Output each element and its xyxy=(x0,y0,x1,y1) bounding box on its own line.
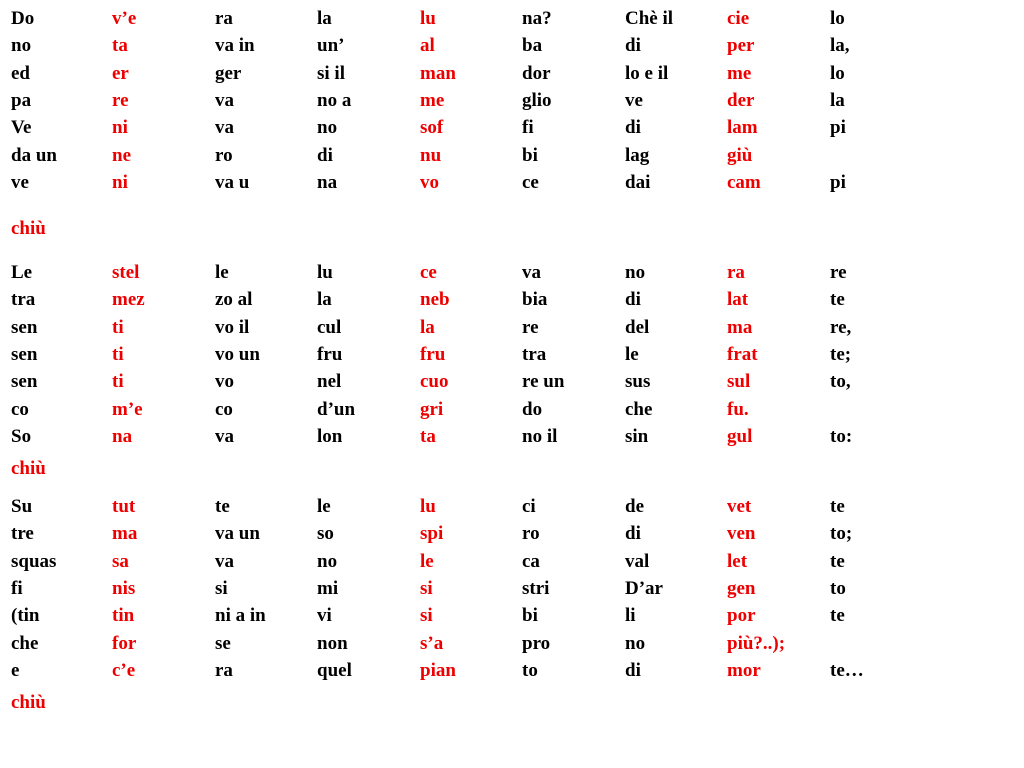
verse-row xyxy=(0,660,1024,687)
syllable: tra xyxy=(11,289,36,310)
syllable: sof xyxy=(420,117,444,138)
syllable: ro xyxy=(522,523,540,544)
syllable: lo e il xyxy=(625,63,669,84)
syllable: ro xyxy=(215,145,233,166)
syllable: ni xyxy=(112,172,128,193)
verse-row xyxy=(0,633,1024,660)
syllable: por xyxy=(727,605,756,626)
syllable: co xyxy=(215,399,233,420)
syllable: let xyxy=(727,551,748,572)
syllable: di xyxy=(625,660,641,681)
syllable: ra xyxy=(215,660,233,681)
syllable: va in xyxy=(215,35,255,56)
syllable: Ve xyxy=(11,117,32,138)
syllable: lu xyxy=(420,8,436,29)
syllable: frat xyxy=(727,344,758,365)
syllable: va u xyxy=(215,172,250,193)
syllable: ni a in xyxy=(215,605,266,626)
stanza-refrain: chiù xyxy=(11,218,46,239)
syllable: va xyxy=(215,90,234,111)
syllable: tut xyxy=(112,496,136,517)
syllable: cam xyxy=(727,172,761,193)
syllable: So xyxy=(11,426,32,447)
syllable: ca xyxy=(522,551,540,572)
syllable: sa xyxy=(112,551,129,572)
verse-row xyxy=(0,578,1024,605)
stanza-refrain: chiù xyxy=(11,458,46,479)
syllable: nel xyxy=(317,371,342,392)
syllable: le xyxy=(317,496,331,517)
syllable: sen xyxy=(11,344,38,365)
syllable: sin xyxy=(625,426,649,447)
syllable: si xyxy=(215,578,228,599)
syllable: to: xyxy=(830,426,853,447)
syllable: lam xyxy=(727,117,758,138)
syllable: no xyxy=(625,262,646,283)
syllable: te xyxy=(830,496,845,517)
syllable: vo xyxy=(420,172,439,193)
syllable: no il xyxy=(522,426,558,447)
syllable: le xyxy=(625,344,639,365)
syllable: al xyxy=(420,35,435,56)
syllable: sul xyxy=(727,371,751,392)
verse-row xyxy=(0,523,1024,550)
syllable: va xyxy=(215,551,234,572)
syllable: no xyxy=(317,117,338,138)
syllable: mez xyxy=(112,289,145,310)
verse-row xyxy=(0,90,1024,117)
syllable: di xyxy=(317,145,333,166)
syllable: vi xyxy=(317,605,332,626)
syllable: te xyxy=(830,605,845,626)
verse-row xyxy=(0,145,1024,172)
syllable: stel xyxy=(112,262,140,283)
syllable: to xyxy=(522,660,538,681)
verse-row xyxy=(0,399,1024,426)
syllable: va xyxy=(522,262,541,283)
syllable: la xyxy=(420,317,435,338)
syllable: neb xyxy=(420,289,450,310)
syllable: lat xyxy=(727,289,749,310)
syllable: lo xyxy=(830,63,845,84)
syllable: dai xyxy=(625,172,651,193)
syllable: ti xyxy=(112,317,124,338)
syllable: gri xyxy=(420,399,444,420)
syllable: da un xyxy=(11,145,57,166)
syllable: del xyxy=(625,317,650,338)
syllable: di xyxy=(625,35,641,56)
syllable: va xyxy=(215,117,234,138)
syllable: de xyxy=(625,496,644,517)
syllable: sus xyxy=(625,371,651,392)
syllable: v’e xyxy=(112,8,137,29)
syllable: più?..); xyxy=(727,633,786,654)
syllable: ti xyxy=(112,344,124,365)
syllable: der xyxy=(727,90,755,111)
syllable: fru xyxy=(420,344,446,365)
verse-row xyxy=(0,8,1024,35)
syllable: D’ar xyxy=(625,578,663,599)
syllable: re, xyxy=(830,317,852,338)
syllable: le xyxy=(420,551,434,572)
syllable: spi xyxy=(420,523,444,544)
syllable: la, xyxy=(830,35,850,56)
syllable: to xyxy=(830,578,846,599)
verse-row xyxy=(0,262,1024,289)
syllable: cie xyxy=(727,8,750,29)
verse-row xyxy=(0,35,1024,62)
syllable: squas xyxy=(11,551,57,572)
stanza-refrain: chiù xyxy=(11,692,46,713)
syllable: vo xyxy=(215,371,234,392)
syllable: s’a xyxy=(420,633,444,654)
syllable: for xyxy=(112,633,137,654)
syllable: bi xyxy=(522,605,538,626)
syllable: nis xyxy=(112,578,136,599)
syllable: m’e xyxy=(112,399,143,420)
syllable: sen xyxy=(11,371,38,392)
syllable: Su xyxy=(11,496,33,517)
syllable: cul xyxy=(317,317,342,338)
syllable: pian xyxy=(420,660,456,681)
syllable: vo un xyxy=(215,344,260,365)
syllable: tra xyxy=(522,344,547,365)
syllable: cuo xyxy=(420,371,449,392)
syllable: ger xyxy=(215,63,242,84)
syllable: re xyxy=(522,317,539,338)
syllable: zo al xyxy=(215,289,253,310)
syllable: va un xyxy=(215,523,260,544)
syllable: lu xyxy=(317,262,333,283)
syllable: le xyxy=(215,262,229,283)
syllable: to; xyxy=(830,523,853,544)
syllable: la xyxy=(830,90,845,111)
syllable: la xyxy=(317,289,332,310)
syllable: (tin xyxy=(11,605,40,626)
syllable: gen xyxy=(727,578,756,599)
syllable: ra xyxy=(215,8,233,29)
syllable: che xyxy=(11,633,39,654)
syllable: no xyxy=(317,551,338,572)
syllable: c’e xyxy=(112,660,136,681)
verse-row xyxy=(0,426,1024,453)
verse-row xyxy=(0,496,1024,523)
syllable: ven xyxy=(727,523,756,544)
syllable: dor xyxy=(522,63,551,84)
syllable: che xyxy=(625,399,653,420)
syllable: di xyxy=(625,117,641,138)
syllable: tin xyxy=(112,605,135,626)
syllable: mor xyxy=(727,660,761,681)
syllable: li xyxy=(625,605,636,626)
verse-row xyxy=(0,605,1024,632)
syllable: fru xyxy=(317,344,343,365)
syllable: ne xyxy=(112,145,131,166)
syllable: to, xyxy=(830,371,851,392)
syllable: te xyxy=(215,496,230,517)
syllable: giù xyxy=(727,145,753,166)
syllable: bia xyxy=(522,289,548,310)
syllable: fi xyxy=(11,578,23,599)
syllable: na xyxy=(112,426,133,447)
syllable: me xyxy=(727,63,752,84)
syllable: ci xyxy=(522,496,536,517)
verse-row xyxy=(0,172,1024,199)
syllable: ce xyxy=(522,172,539,193)
syllable: bi xyxy=(522,145,538,166)
syllable: lon xyxy=(317,426,343,447)
verse-row xyxy=(0,344,1024,371)
syllable: se xyxy=(215,633,231,654)
syllable: pi xyxy=(830,172,846,193)
syllable: pro xyxy=(522,633,551,654)
syllable: per xyxy=(727,35,755,56)
syllable: fu. xyxy=(727,399,749,420)
verse-row xyxy=(0,371,1024,398)
verse-row xyxy=(0,63,1024,90)
syllable: si il xyxy=(317,63,345,84)
syllable: quel xyxy=(317,660,352,681)
syllable: te… xyxy=(830,660,864,681)
syllable: mi xyxy=(317,578,339,599)
syllable: er xyxy=(112,63,129,84)
syllable: pi xyxy=(830,117,846,138)
syllable: Do xyxy=(11,8,35,29)
syllable: na? xyxy=(522,8,552,29)
syllable: sen xyxy=(11,317,38,338)
syllable: ve xyxy=(625,90,643,111)
syllable: te xyxy=(830,289,845,310)
syllable: ra xyxy=(727,262,745,283)
syllable: vet xyxy=(727,496,752,517)
verse-row xyxy=(0,289,1024,316)
syllable: fi xyxy=(522,117,534,138)
syllable: te xyxy=(830,551,845,572)
syllable: me xyxy=(420,90,445,111)
syllable: re xyxy=(830,262,847,283)
syllable: ta xyxy=(112,35,128,56)
syllable: si xyxy=(420,605,433,626)
syllable: ma xyxy=(112,523,138,544)
syllable: va xyxy=(215,426,234,447)
syllable: e xyxy=(11,660,20,681)
syllable: so xyxy=(317,523,334,544)
syllable: si xyxy=(420,578,433,599)
syllable: d’un xyxy=(317,399,356,420)
syllable: pa xyxy=(11,90,32,111)
syllable: un’ xyxy=(317,35,345,56)
syllable: no a xyxy=(317,90,352,111)
syllable: lo xyxy=(830,8,845,29)
verse-row xyxy=(0,117,1024,144)
verse-row xyxy=(0,551,1024,578)
syllable: na xyxy=(317,172,338,193)
syllable: di xyxy=(625,523,641,544)
syllable: Le xyxy=(11,262,33,283)
syllable: ti xyxy=(112,371,124,392)
syllable: man xyxy=(420,63,456,84)
syllable: ta xyxy=(420,426,436,447)
syllable: la xyxy=(317,8,332,29)
syllable: val xyxy=(625,551,650,572)
syllable: co xyxy=(11,399,29,420)
syllable: gul xyxy=(727,426,753,447)
syllable: tre xyxy=(11,523,34,544)
syllable: ce xyxy=(420,262,437,283)
syllable: no xyxy=(11,35,32,56)
syllable: ma xyxy=(727,317,753,338)
syllable: re un xyxy=(522,371,565,392)
syllable: do xyxy=(522,399,543,420)
syllable: vo il xyxy=(215,317,250,338)
syllable: ed xyxy=(11,63,30,84)
syllable: nu xyxy=(420,145,442,166)
syllable: stri xyxy=(522,578,550,599)
syllable: te; xyxy=(830,344,852,365)
syllable: re xyxy=(112,90,129,111)
syllable: lu xyxy=(420,496,436,517)
syllable: non xyxy=(317,633,348,654)
syllable: Chè il xyxy=(625,8,674,29)
syllable: lag xyxy=(625,145,650,166)
syllable: ba xyxy=(522,35,543,56)
syllable: no xyxy=(625,633,646,654)
syllable: di xyxy=(625,289,641,310)
verse-row xyxy=(0,317,1024,344)
syllable: ve xyxy=(11,172,29,193)
syllable: ni xyxy=(112,117,128,138)
syllable: glio xyxy=(522,90,552,111)
